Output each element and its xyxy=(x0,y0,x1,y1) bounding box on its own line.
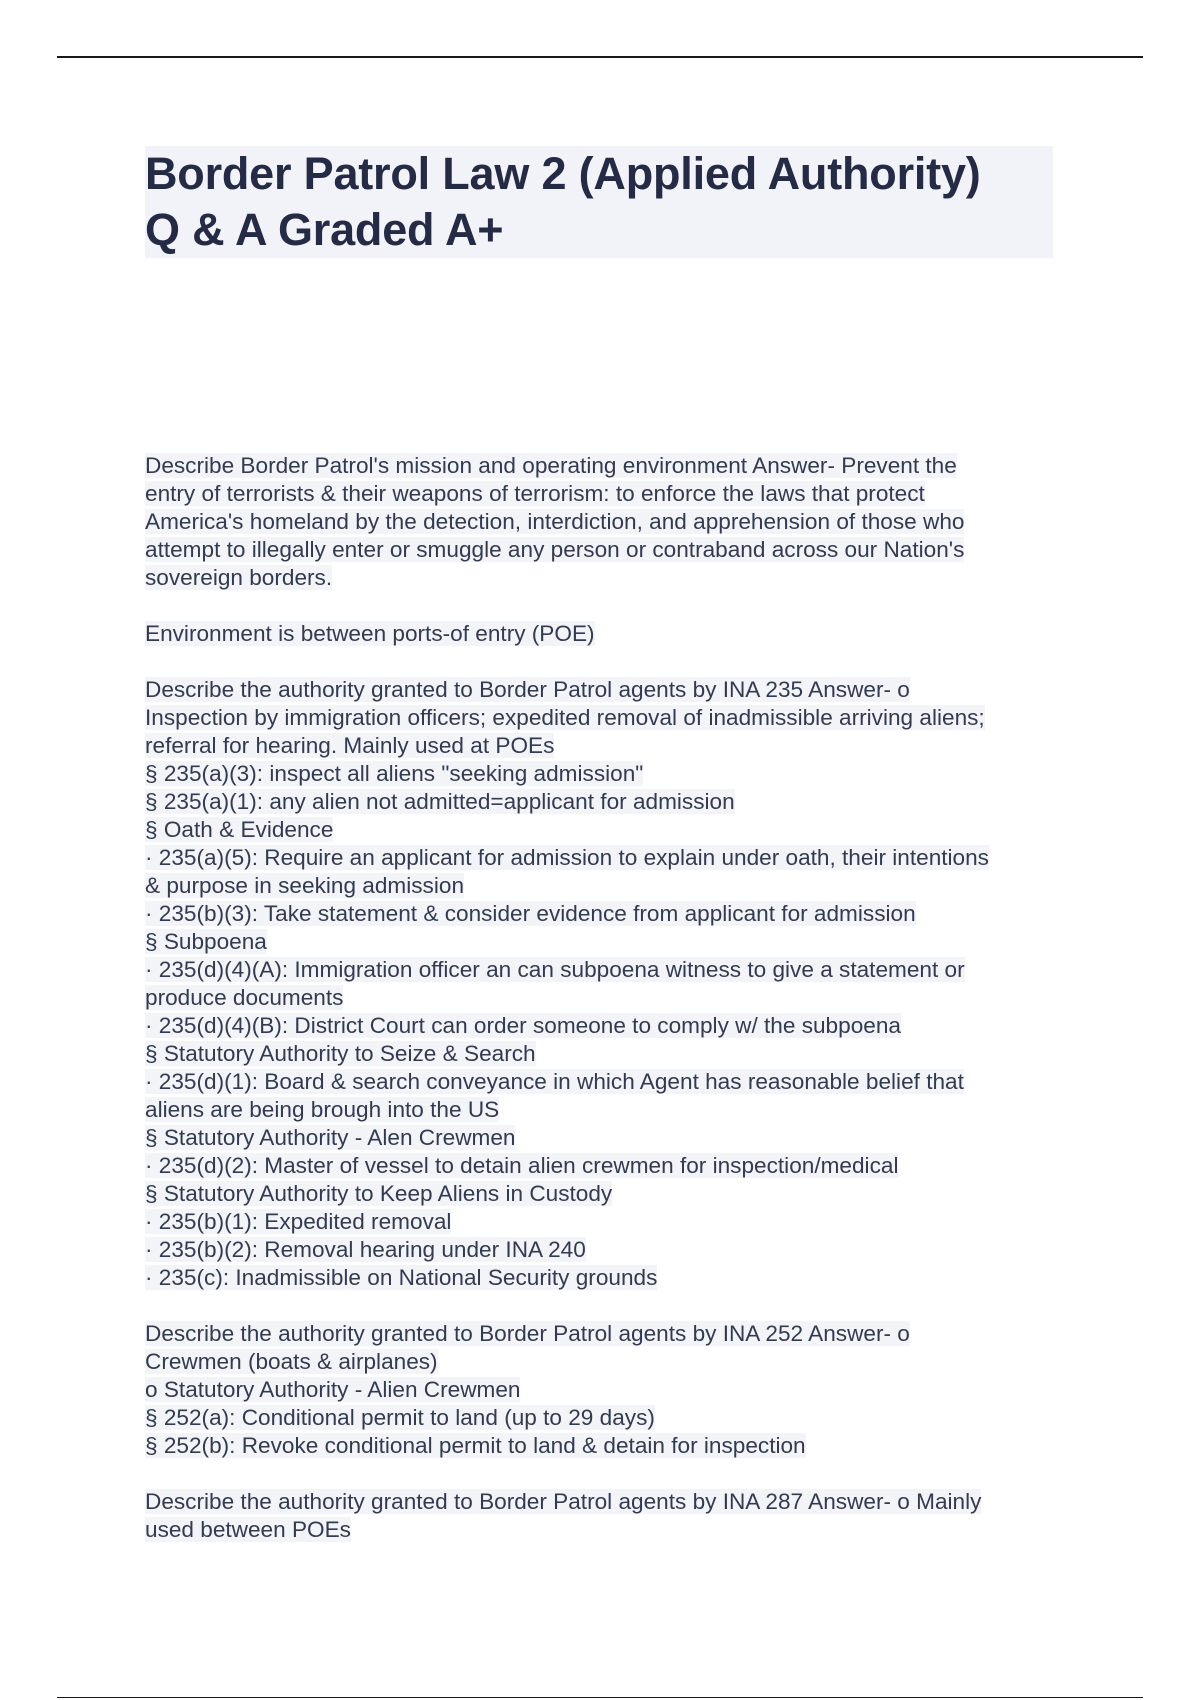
text-line xyxy=(145,1096,1065,1124)
paragraph-gap xyxy=(145,648,1065,676)
document-body xyxy=(145,452,1065,1544)
text-line xyxy=(145,788,1065,816)
text-line-content: Describe Border Patrol's mission and operating environment Answer- Prevent the xyxy=(145,453,957,478)
qa-paragraph xyxy=(145,620,1065,648)
text-line-content: § Statutory Authority - Alen Crewmen xyxy=(145,1125,516,1150)
text-line-content: Environment is between ports-of entry (POE) xyxy=(145,621,595,646)
text-line-content: · 235(b)(1): Expedited removal xyxy=(145,1209,452,1234)
text-line-content: used between POEs xyxy=(145,1517,351,1542)
text-line xyxy=(145,1236,1065,1264)
text-line-content: & purpose in seeking admission xyxy=(145,873,465,898)
text-line xyxy=(145,732,1065,760)
text-line-content: entry of terrorists & their weapons of terrorism: to enforce the laws that protect xyxy=(145,481,925,506)
text-line-content: · 235(d)(4)(B): District Court can order someone to comply w/ the subpoena xyxy=(145,1013,901,1038)
text-line xyxy=(145,480,1065,508)
text-line-content: Crewmen (boats & airplanes) xyxy=(145,1349,438,1374)
text-line xyxy=(145,704,1065,732)
text-line xyxy=(145,1152,1065,1180)
qa-paragraph xyxy=(145,676,1065,1292)
text-line xyxy=(145,452,1065,480)
text-line xyxy=(145,1264,1065,1292)
text-line-content: § 235(a)(1): any alien not admitted=applicant for admission xyxy=(145,789,735,814)
text-line-content: sovereign borders. xyxy=(145,565,333,590)
text-line-content: § Subpoena xyxy=(145,929,267,954)
text-line-content: § Statutory Authority to Keep Aliens in Custody xyxy=(145,1181,613,1206)
text-line xyxy=(145,1124,1065,1152)
text-line-content: produce documents xyxy=(145,985,344,1010)
text-line-content: · 235(d)(2): Master of vessel to detain alien crewmen for inspection/medical xyxy=(145,1153,899,1178)
text-line-content: · 235(d)(1): Board & search conveyance in which Agent has reasonable belief that xyxy=(145,1069,964,1094)
text-line-content: Describe the authority granted to Border Patrol agents by INA 235 Answer- o xyxy=(145,677,910,702)
text-line-content: · 235(c): Inadmissible on National Security grounds xyxy=(145,1265,658,1290)
text-line xyxy=(145,1488,1065,1516)
text-line xyxy=(145,872,1065,900)
text-line-content: attempt to illegally enter or smuggle any person or contraband across our Nation's xyxy=(145,537,965,562)
text-line xyxy=(145,1068,1065,1096)
text-line xyxy=(145,1516,1065,1544)
text-line-content: o Statutory Authority - Alien Crewmen xyxy=(145,1377,521,1402)
text-line-content: Describe the authority granted to Border Patrol agents by INA 252 Answer- o xyxy=(145,1321,910,1346)
qa-paragraph xyxy=(145,1320,1065,1460)
text-line-content: aliens are being brough into the US xyxy=(145,1097,500,1122)
text-line xyxy=(145,956,1065,984)
text-line-content: § 252(b): Revoke conditional permit to land & detain for inspection xyxy=(145,1433,806,1458)
text-line-content: § 252(a): Conditional permit to land (up to 29 days) xyxy=(145,1405,655,1430)
title-line-1: Border Patrol Law 2 (Applied Authority) xyxy=(145,148,981,199)
text-line xyxy=(145,928,1065,956)
title-heading xyxy=(145,146,1053,258)
text-line-content: § Oath & Evidence xyxy=(145,817,334,842)
qa-paragraph xyxy=(145,452,1065,592)
bottom-rule xyxy=(57,1697,1143,1698)
document-title xyxy=(145,146,1053,258)
text-line xyxy=(145,1348,1065,1376)
text-line-content: § 235(a)(3): inspect all aliens "seeking admission" xyxy=(145,761,644,786)
text-line xyxy=(145,1040,1065,1068)
text-line xyxy=(145,536,1065,564)
qa-paragraph xyxy=(145,1488,1065,1544)
text-line-content: · 235(b)(3): Take statement & consider evidence from applicant for admission xyxy=(145,901,916,926)
title-line-2: Q & A Graded A+ xyxy=(145,204,504,255)
text-line-content: Describe the authority granted to Border Patrol agents by INA 287 Answer- o Mainly xyxy=(145,1489,982,1514)
text-line xyxy=(145,1432,1065,1460)
text-line xyxy=(145,844,1065,872)
text-line-content: referral for hearing. Mainly used at POEs xyxy=(145,733,555,758)
text-line xyxy=(145,1320,1065,1348)
paragraph-gap xyxy=(145,592,1065,620)
text-line xyxy=(145,1404,1065,1432)
text-line-content: · 235(b)(2): Removal hearing under INA 240 xyxy=(145,1237,586,1262)
text-line xyxy=(145,1180,1065,1208)
text-line xyxy=(145,1012,1065,1040)
text-line xyxy=(145,760,1065,788)
text-line xyxy=(145,984,1065,1012)
text-line xyxy=(145,508,1065,536)
top-rule xyxy=(57,56,1143,58)
text-line xyxy=(145,816,1065,844)
text-line xyxy=(145,900,1065,928)
text-line xyxy=(145,1208,1065,1236)
text-line-content: § Statutory Authority to Seize & Search xyxy=(145,1041,536,1066)
text-line-content: Inspection by immigration officers; expedited removal of inadmissible arriving aliens; xyxy=(145,705,985,730)
text-line-content: · 235(d)(4)(A): Immigration officer an can subpoena witness to give a statement or xyxy=(145,957,965,982)
text-line xyxy=(145,676,1065,704)
paragraph-gap xyxy=(145,1460,1065,1488)
text-line xyxy=(145,620,1065,648)
paragraph-gap xyxy=(145,1292,1065,1320)
text-line xyxy=(145,564,1065,592)
text-line-content: America's homeland by the detection, interdiction, and apprehension of those who xyxy=(145,509,965,534)
text-line-content: · 235(a)(5): Require an applicant for admission to explain under oath, their intentions xyxy=(145,845,989,870)
text-line xyxy=(145,1376,1065,1404)
